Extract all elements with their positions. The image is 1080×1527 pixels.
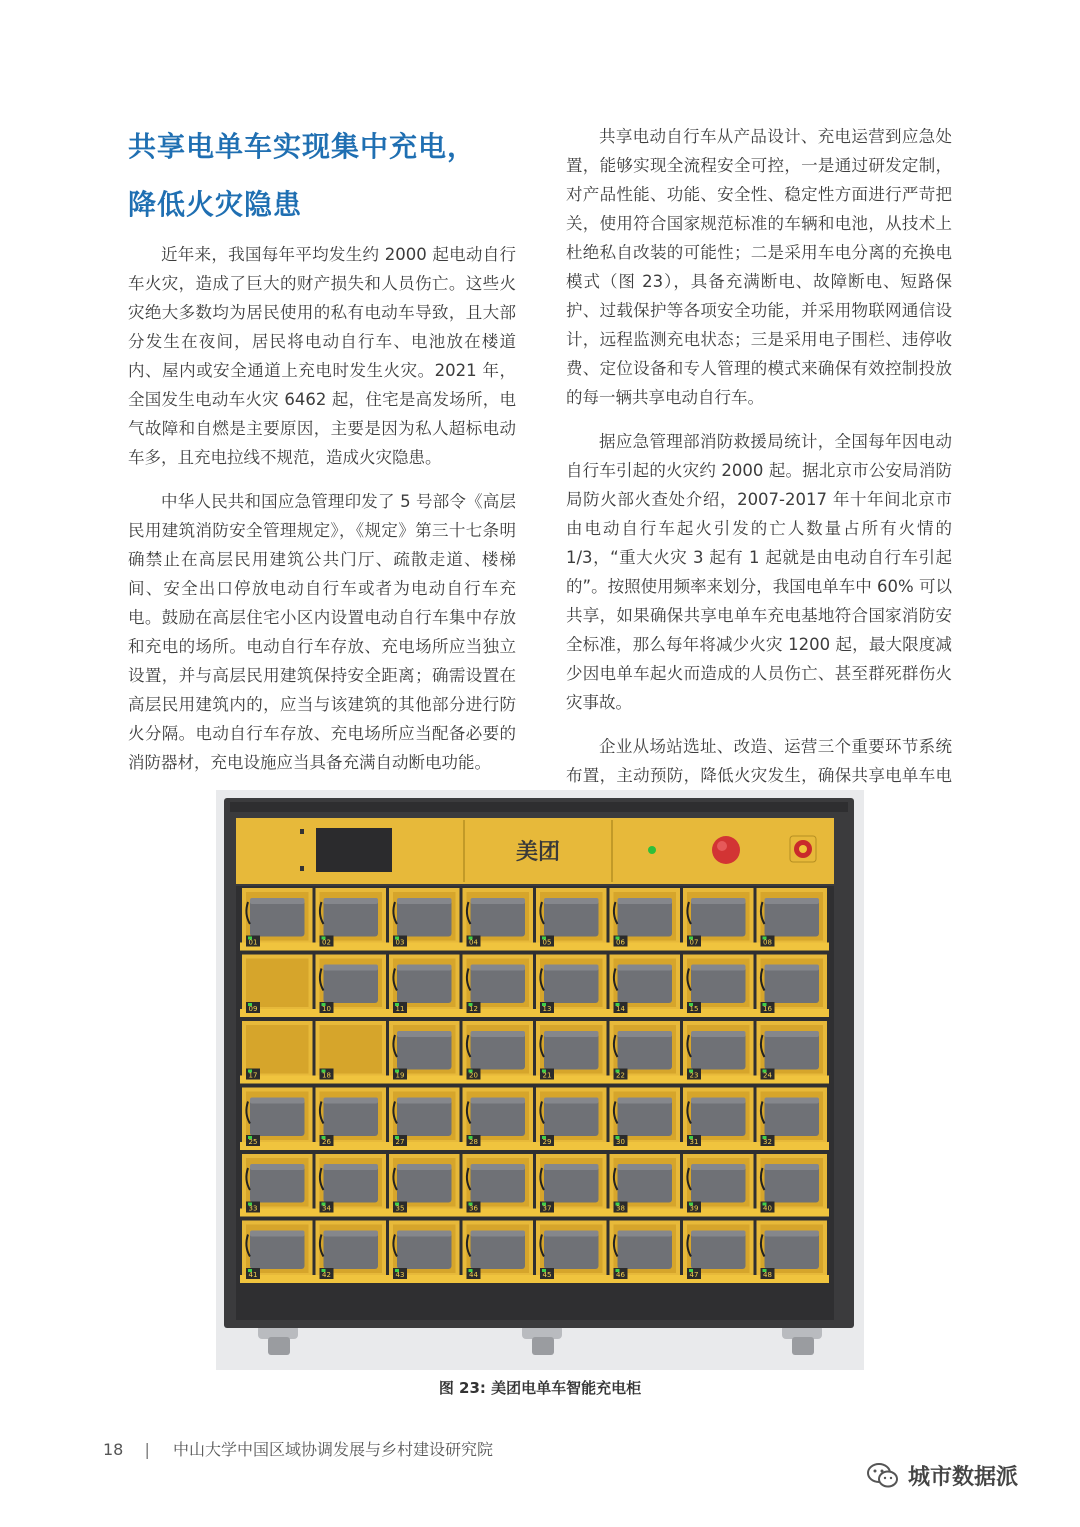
battery-slot [608,1221,683,1284]
slot-number: 37 [542,1204,552,1213]
slot-number: 35 [395,1204,405,1213]
paragraph: 据应急管理部消防救援局统计，全国每年因电动自行车引起的火灾约 2000 起。据北京市公安局消防局防火部火查处介绍，2007-2017 年十年间北京市由电动自行车起火引发的亡人数量占所有火情的 1/3，“重大火灾 3 起有 1 起就是由电动自行车引起的”。按照使用频率来划分，我国电单车中 60% 可以共享，如果确保共享电单车充电基地符合国家消防安全标准，那么每年将减少火灾 1200 起，最大限度减少因电单车起火而造成的人员伤亡、甚至群死群伤火灾事故。 [566,432,952,712]
slot-number: 26 [322,1138,331,1146]
slot-number: 12 [469,1005,478,1013]
battery-slot [314,1154,389,1217]
slot-number: 32 [763,1138,772,1146]
paragraph: 共享电动自行车从产品设计、充电运营到应急处置，能够实现全流程安全可控，一是通过研发定制，对产品性能、功能、安全性、稳定性方面进行严苛把关，使用符合国家规范标准的车辆和电池，从技术上杜绝私自改装的可能性；二是采用车电分离的充换电模式（图 23），具备充满断电、故障断电、短路保护、过载保护等各项安全功能，并采用物联网通信设计，远程监测充电状态；三是采用电子围栏、违停收费、定位设备和专人管理的模式来确保有效控制投放的每一辆共享电动自行车。 [566,127,952,407]
brand-label: 美团 [515,840,561,865]
slot-number: 25 [248,1138,258,1146]
slot-number: 34 [322,1204,331,1213]
slot-number: 30 [616,1138,625,1146]
slot-number: 31 [689,1138,699,1146]
slot-number: 46 [616,1271,625,1279]
slot-number: 24 [763,1071,772,1080]
stop-button-icon [712,836,740,864]
slot-number: 22 [616,1071,625,1080]
battery-slot [681,1221,756,1284]
slot-number: 48 [763,1271,772,1279]
battery-slot [461,888,536,951]
battery-slot [461,955,536,1018]
battery-slot [314,955,389,1018]
battery-slot [314,888,389,951]
battery-slot [387,1021,462,1084]
charging-cabinet-illustration [216,790,864,1370]
slot-number: 17 [248,1071,258,1080]
battery-slot [681,888,756,951]
battery-slot [681,1154,756,1217]
battery-slot [240,1221,315,1284]
wechat-icon [866,1461,900,1491]
slot-number: 28 [469,1138,478,1146]
slot-number: 09 [248,1005,258,1013]
battery-slot [461,1088,536,1151]
page-number: 18 [103,1440,124,1459]
battery-slot [240,1088,315,1151]
slot-number: 36 [469,1204,478,1213]
battery-slot [461,1221,536,1284]
battery-slot [534,888,609,951]
battery-slot [755,955,830,1018]
watermark-text: 城市数据派 [908,1465,1019,1490]
battery-slot [755,1088,830,1151]
slot-number: 23 [689,1071,699,1080]
figure-caption: 图 23: 美团电单车智能充电柜 [438,1379,642,1397]
slot-number: 18 [322,1071,331,1080]
battery-slot [534,1021,609,1084]
battery-slot [755,1021,830,1084]
battery-slot [755,1221,830,1284]
slot-number: 38 [616,1204,625,1213]
page-footer [103,1437,493,1460]
battery-slot [534,1154,609,1217]
battery-slot [387,888,462,951]
battery-slot [608,1088,683,1151]
slot-number: 44 [469,1271,478,1279]
slot-number: 07 [689,938,699,947]
slot-number: 06 [616,938,625,947]
heading-line-1: 共享电单车实现集中充电， [128,130,477,163]
cabinet-feet [258,1325,822,1355]
slot-number: 19 [395,1071,405,1080]
battery-slot [681,1088,756,1151]
battery-slot [387,1154,462,1217]
slot-number: 15 [689,1005,699,1013]
slot-number: 45 [542,1271,552,1279]
slot-number: 41 [248,1271,258,1279]
section-heading [128,118,548,234]
battery-slot [681,1021,756,1084]
battery-slot [755,888,830,951]
battery-slot [755,1154,830,1217]
paragraph: 近年来，我国每年平均发生约 2000 起电动自行车火灾，造成了巨大的财产损失和人员伤亡。这些火灾绝大多数均为居民使用的私有电动车导致，且大部分发生在夜间，居民将电动自行车、电池放在楼道内、屋内或安全通道上充电时发生火灾。2021 年，全国发生电动车火灾 6462 起，住宅是高发场所，电气故障和自燃是主要原因，主要是因为私人超标电动车多，且充电拉线不规范，造成火灾隐患。 [128,245,516,467]
battery-slot [681,955,756,1018]
battery-slot [608,955,683,1018]
battery-slot [461,1154,536,1217]
battery-slot [314,1021,389,1084]
battery-slot [461,1021,536,1084]
slot-number: 11 [395,1005,405,1013]
slot-number: 43 [395,1271,405,1279]
battery-slot [534,1088,609,1151]
battery-slot [240,1021,315,1084]
slot-number: 16 [763,1005,772,1013]
battery-slot [240,1154,315,1217]
slot-number: 33 [248,1204,258,1213]
slot-number: 04 [469,938,478,947]
slot-number: 03 [395,938,405,947]
battery-slot [608,1021,683,1084]
slot-number: 42 [322,1271,331,1279]
slot-number: 10 [322,1005,331,1013]
slot-number: 01 [248,938,258,947]
heading-line-2: 降低火灾隐患 [128,188,303,221]
battery-slot [534,955,609,1018]
slot-number: 39 [689,1204,699,1213]
battery-slot [608,1154,683,1217]
left-column [128,240,516,792]
paragraph: 企业从场站选址、改造、运营三个重要环节系统布置，主动预防，降低火灾发生，确保共享电单车电 [566,737,952,785]
slot-number: 02 [322,938,331,947]
battery-slot [387,1088,462,1151]
display-screen [316,828,392,872]
battery-slot [240,888,315,951]
charging-cabinet-figure [216,790,864,1370]
battery-slot [387,1221,462,1284]
battery-slot [240,955,315,1018]
status-light-icon [648,846,656,854]
institution-name: 中山大学中国区域协调发展与乡村建设研究院 [172,1440,493,1459]
slot-number: 08 [763,938,772,947]
slot-number: 27 [395,1138,405,1146]
paragraph: 中华人民共和国应急管理印发了 5 号部令《高层民用建筑消防安全管理规定》，《规定》第三十七条明确禁止在高层民用建筑公共门厅、疏散走道、楼梯间、安全出口停放电动自行车或者为电动自行车充电。鼓励在高层住宅小区内设置电动自行车集中存放和充电的场所。电动自行车存放、充电场所应当独立设置，并与高层民用建筑保持安全距离；确需设置在高层民用建筑内的，应当与该建筑的其他部分进行防火分隔。电动自行车存放、充电场所应当配备必要的消防器材，充电设施应当具备充满自动断电功能。 [128,492,516,772]
battery-slot [387,955,462,1018]
slot-number: 05 [542,938,552,947]
slot-number: 40 [763,1204,772,1213]
slot-number: 14 [616,1005,625,1013]
battery-slot [608,888,683,951]
battery-slot [534,1221,609,1284]
slot-number: 47 [689,1271,699,1279]
battery-slot [314,1221,389,1284]
slot-number: 21 [542,1071,552,1080]
slot-number: 13 [542,1005,552,1013]
slot-number: 20 [469,1071,478,1080]
slot-number: 29 [542,1138,552,1146]
source-watermark [866,1460,1018,1491]
right-column [566,122,952,834]
battery-slot [314,1088,389,1151]
footer-separator: | [144,1440,150,1459]
